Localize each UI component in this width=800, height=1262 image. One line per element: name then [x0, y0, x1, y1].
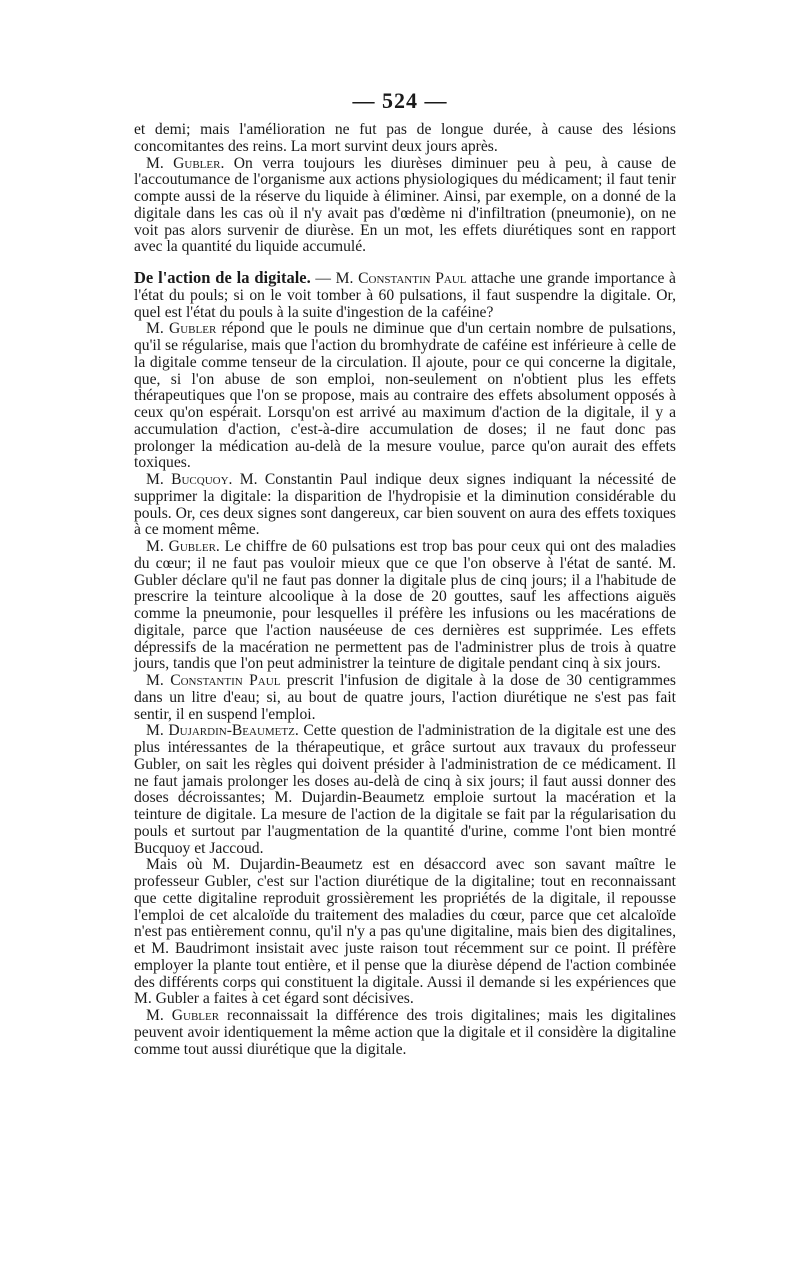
- speaker-name: M. Constantin Paul: [146, 672, 281, 689]
- paragraph-text: Mais où M. Dujardin-Beaumetz est en désaccord avec son savant maître le professeur Gubler, c'est sur l'action diurétique de la digitaline; tout en reconnaissant que cette digitaline reproduit grossièrement les propriétés de la digitale, il repousse l'emploi de cet alcaloïde du traitement des maladies du cœur, parce que cet alcaloïde n'est pas entièrement connu, qu'il n'y a pas qu'une digitaline, mais bien des digitalines, et M. Baudrimont insistait avec juste raison tout récemment sur ce point. Il préfère employer la plante tout entière, et il pense que la diurèse dépend de l'action combinée des différents corps qui constituent la digitale. Aussi il demande si les expériences que M. Gubler a faites à cet égard sont décisives.: [134, 856, 676, 1008]
- paragraph: [134, 723, 676, 857]
- speaker-name: M. Bucquoy.: [146, 471, 233, 488]
- paragraph-text: répond que le pouls ne diminue que d'un certain nombre de pulsations, qu'il se régularise, mais que l'action du bromhydrate de caféine est inférieure à celle de la digitale comme tenseur de la circulation. Il ajoute, pour ce qui concerne la digitale, que, si l'on abuse de son emploi, non-seulement on n'obtient plus les effets thérapeutiques que l'on se propose, mais au contraire des effets absolument opposés à ceux qu'on espérait. Lorsqu'on est arrivé au maximum d'action de la digitale, il y a accumulation d'action, c'est-à-dire accumulation de doses; il ne faut donc pas prolonger la médication au-delà de la mesure voulue, parce qu'on aurait des effets toxiques.: [134, 320, 676, 472]
- paragraph: [134, 673, 676, 723]
- speaker-name: M. Gubler.: [146, 538, 220, 555]
- speaker-name: M. Gubler.: [146, 154, 225, 172]
- speaker-name: — M. Constantin Paul: [310, 270, 467, 287]
- paragraph: [134, 321, 676, 472]
- speaker-name: M. Dujardin-Beaumetz.: [146, 722, 299, 740]
- paragraph-section: [134, 270, 676, 321]
- speaker-name: M. Gubler: [146, 1007, 220, 1024]
- paragraph-text: Cette question de l'administration de la digitale est une des plus intéressantes de la thérapeutique, et grâce surtout aux travaux du professeur Gubler, on sait les règles qui doivent présider à l'administration de ce médicament. Il ne faut jamais prolonger les doses au-delà de cinq à six jours; il faut aussi donner des doses décroissantes; M. Dujardin-Beaumetz emploie surtout la macération et la teinture de digitale. La mesure de l'action de la digitale se fait par la régularisation du pouls et surtout par l'augmentation de la quantité d'urine, comme l'ont bien montré Bucquoy et Jaccoud.: [134, 722, 676, 857]
- paragraph: [134, 122, 676, 156]
- paragraph-text: On verra toujours les diurèses diminuer peu à peu, à cause de l'accoutumance de l'organisme aux actions physiologiques du médicament; il faut tenir compte aussi de la réserve du liquide à éliminer. Ainsi, par exemple, on a donné de la digitale dans les cas où il n'y avait pas d'œdème ni d'infiltration (pneumonie), on ne voit pas alors survenir de diurèse. En un mot, les effets diurétiques sont en rapport avec la quantité du liquide accumulé.: [134, 154, 676, 256]
- paragraph-text: reconnaissait la différence des trois digitalines; mais les digitalines peuvent avoir identiquement la même action que la digitale et il considère la digitaline comme tout aussi diurétique que la digitale.: [134, 1007, 676, 1058]
- paragraph: [134, 156, 676, 257]
- paragraph-text: prescrit l'infusion de digitale à la dose de 30 centigrammes dans un litre d'eau; si, au bout de quatre jours, l'action diurétique ne s'est pas fait sentir, il en suspend l'emploi.: [134, 672, 676, 723]
- paragraph-text: attache une grande importance à l'état du pouls; si on le voit tomber à 60 pulsations, il faut suspendre la digitale. Or, quel est l'état du pouls à la suite d'ingestion de la caféine?: [134, 270, 676, 321]
- speaker-name: M. Gubler: [146, 320, 217, 338]
- paragraph: [134, 1008, 676, 1058]
- paragraph-text: Le chiffre de 60 pulsations est trop bas pour ceux qui ont des maladies du cœur; il ne faut pas vouloir mieux que ce que l'on observe à l'état de santé. M. Gubler déclare qu'il ne faut pas donner la digitale plus de cinq jours; il a l'habitude de prescrire la teinture alcoolique à la dose de 20 gouttes, sauf les affections aiguës comme la pneumonie, pour lesquelles il préfère les infusions ou les macérations de digitale, parce que l'action nauséeuse de ces dernières est supprimée. Les effets dépressifs de la macération ne permettent pas de l'administrer plus de trois à quatre jours, tandis que l'on peut administrer la teinture de digitale pendant cinq à six jours.: [134, 538, 676, 673]
- paragraph: [134, 857, 676, 1008]
- page-number: — 524 —: [352, 88, 448, 113]
- body-text: [134, 122, 676, 1058]
- paragraph-text: et demi; mais l'amélioration ne fut pas de longue durée, à cause des lésions concomitantes des reins. La mort survint deux jours après.: [134, 121, 676, 155]
- paragraph-text: M. Constantin Paul indique deux signes indiquant la nécessité de supprimer la digitale: la disparition de l'hydropisie et la diminution considérable du pouls. Or, ces deux signes sont dangereux, car bien souvent on aura des effets toxiques à ce moment même.: [134, 471, 676, 539]
- paragraph: [134, 472, 676, 539]
- paragraph: [134, 539, 676, 673]
- section-title: De l'action de la digitale.: [134, 268, 311, 287]
